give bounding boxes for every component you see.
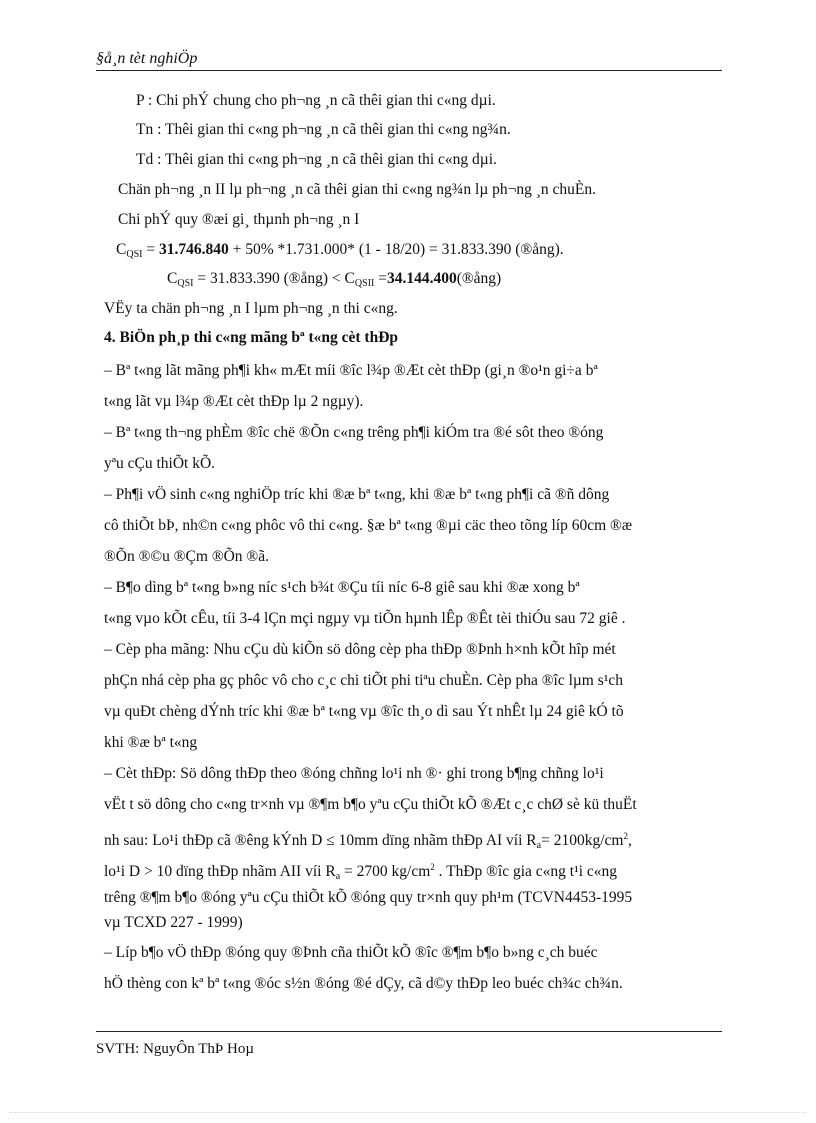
text-line: Chi phÝ quy ®æi gi¸ thµnh ph¬ng ¸n I [118,211,360,228]
text-line: Chän ph¬ng ¸n II lµ ph¬ng ¸n cã thêi gian thi c«ng ng¾n lµ ph¬ng ¸n chuÈn. [118,181,597,198]
section-heading: 4. BiÖn ph¸p thi c«ng mãng bª t«ng cèt thÐp [104,329,399,346]
text-line: Tn : Thêi gian thi c«ng ph¬ng ¸n cã thêi gian thi c«ng ng¾n. [136,121,511,138]
text-line: – B¶o dìng bª t«ng b»ng níc s¹ch b¾t ®Çu tíi níc 6-8 giê sau khi ®æ xong bª [104,579,580,596]
text-line: vµ TCXD 227 - 1999) [104,914,243,931]
text-line: hÖ thèng con kª bª t«ng ®óc s½n ®óng ®é dÇy, cã d©y thÐp leo buéc ch¾c ch¾n. [104,975,623,992]
page-edge-divider [10,1112,806,1113]
text-line: – Líp b¶o vÖ thÐp ®óng quy ®Þnh cña thiÕt kÕ ®îc ®¶m b¶o b»ng c¸ch buéc [104,944,598,961]
text-line: t«ng vµo kÕt cÊu, tíi 3-4 lÇn mçi ngµy vµ tiÕn hµnh lÊp ®Êt tèi thiÓu sau 72 giê . [104,610,626,627]
text-line: ®Õn ®©u ®Çm ®Õn ®ã. [104,548,269,565]
text-line: – Bª t«ng th¬ng phÈm ®îc chë ®Õn c«ng trêng ph¶i kiÓm tra ®é sôt theo ®óng [104,424,604,441]
text-line: – Cèt thÐp: Sö dông thÐp theo ®óng chñng lo¹i nh ®· ghi trong b¶ng chñng lo¹i [104,765,604,782]
footer-author: SVTH: NguyÔn ThÞ Hoµ [96,1041,254,1057]
cost-comparison: $C_{QSI} = 31.833.390$ (®ång) < $C_{QSII}$ =34.144.400(®ång) [167,270,502,289]
cost-equation-1: $C_{QSI} = 31.746.840 + 50\%$ *1.731.000* (1 - 18/20) = 31.833.390 (®ång). [116,241,564,260]
header-rule [96,70,722,71]
text-line: Td : Thêi gian thi c«ng ph¬ng ¸n cã thêi gian thi c«ng dµi. [136,151,497,168]
text-line: t«ng lãt vµ l¾p ®Æt cèt thÐp lµ 2 ngµy). [104,393,364,410]
text-line: – Bª t«ng lãt mãng ph¶i kh« mÆt míi ®îc l¾p ®Æt cèt thÐp (gi¸n ®o¹n gi÷a bª [104,362,598,379]
text-line: VËy ta chän ph¬ng ¸n I lµm ph¬ng ¸n thi c«ng. [104,300,398,317]
text-line: – Ph¶i vÖ sinh c«ng nghiÖp tríc khi ®æ bª t«ng, khi ®æ bª t«ng ph¶i cã ®ñ dông [104,486,610,503]
rebar-spec-line-1: nh sau: Lo¹i thÐp cã ®êng kÝnh D ≤ 10mm dïng nhãm thÐp AI víi $R_a= 2100kg/cm^2$, [104,831,632,852]
footer-rule [96,1031,722,1032]
text-line: vËt t sö dông cho c«ng tr×nh vµ ®¶m b¶o yªu cÇu thiÕt kÕ ®Æt c¸c chØ sè kü thuËt [104,796,637,813]
rebar-spec-line-2: lo¹i D > 10 dïng thÐp nhãm AII víi $R_a = 2700$ $kg/cm^2$ . ThÐp ®îc gia c«ng t¹i c«ng [104,862,618,883]
text-line: khi ®æ bª t«ng [104,734,198,751]
text-line: cô thiÕt bÞ, nh©n c«ng phôc vô thi c«ng. §æ bª t«ng ®µi cäc theo tõng líp 60cm ®æ [104,517,633,534]
text-line: trêng ®¶m b¶o ®óng yªu cÇu thiÕt kÕ ®óng quy tr×nh quy ph¹m (TCVN4453-1995 [104,889,633,906]
text-line: phÇn nhá cèp pha gç phôc vô cho c¸c chi tiÕt phi tiªu chuÈn. Cèp pha ®îc lµm s¹ch [104,672,624,689]
text-line: – Cèp pha mãng: Nhu cÇu dù kiÕn sö dông cèp pha thÐp ®Þnh h×nh kÕt hîp mét [104,641,616,658]
text-line: P : Chi phÝ chung cho ph¬ng ¸n cã thêi gian thi c«ng dµi. [136,92,496,109]
page-header-title: §å¸n tèt nghiÖp [96,50,198,67]
text-line: vµ quÐt chèng dÝnh tríc khi ®æ bª t«ng vµ ®îc th¸o dì sau Ýt nhÊt lµ 24 giê kÓ tõ [104,703,624,720]
text-line: yªu cÇu thiÕt kÕ. [104,455,216,472]
